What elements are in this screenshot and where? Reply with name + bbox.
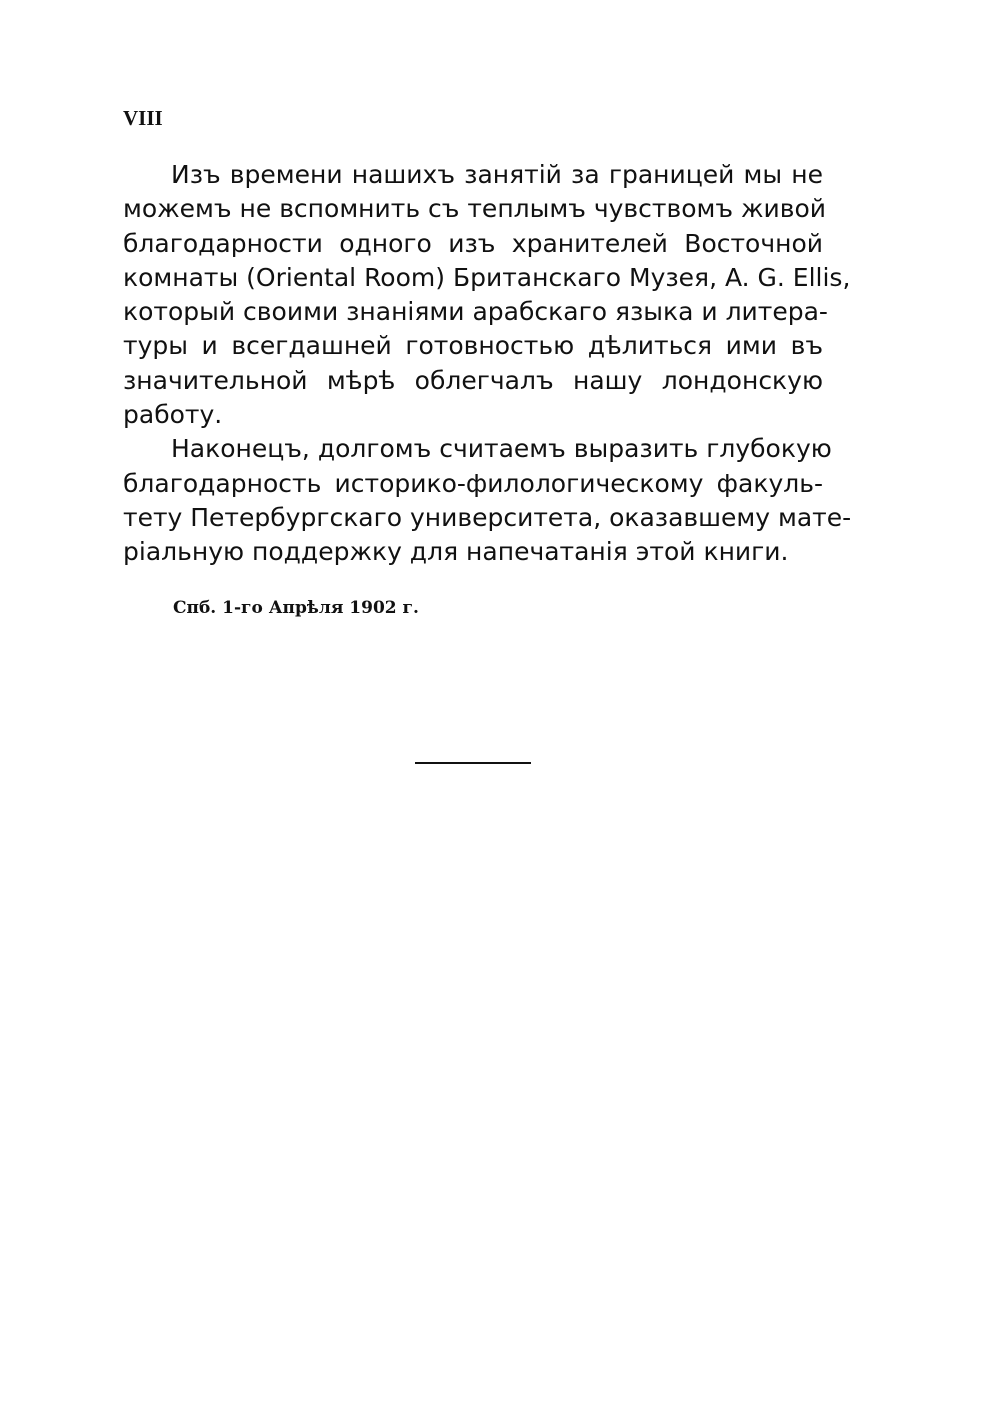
text-line: благодарность историко-филологическому факуль- [123, 468, 823, 498]
page-number: VIII [123, 106, 163, 130]
text-line: Наконецъ, долгомъ считаемъ выразить глубокую [171, 434, 832, 464]
text-line: тету Петербургскаго университета, оказавшему мате- [123, 502, 852, 532]
text-line: комнаты (Oriental Room) Британскаго Музея, A. G. Ellis, [123, 262, 851, 292]
text-line: значительной мѣрѣ облегчалъ нашу лондонскую [123, 365, 823, 395]
body-text [123, 158, 852, 570]
text-line: Изъ времени нашихъ занятій за границей мы не [171, 160, 823, 189]
text-line: можемъ не вспомнить съ теплымъ чувствомъ живой [123, 194, 827, 224]
text-line: ріальную поддержку для напечатанія этой книги. [123, 537, 789, 567]
text-line: благодарности одного изъ хранителей Восточной [123, 228, 823, 258]
end-rule [415, 762, 531, 764]
paragraph [123, 158, 851, 432]
text-line: туры и всегдашней готовностью дѣлиться ими въ [123, 331, 823, 361]
signature-date: Спб. 1-го Апрѣля 1902 г. [173, 598, 419, 618]
paragraph [123, 432, 852, 569]
text-line: работу. [123, 400, 223, 430]
text-line: который своими знаніями арабскаго языка и литера- [123, 297, 828, 327]
